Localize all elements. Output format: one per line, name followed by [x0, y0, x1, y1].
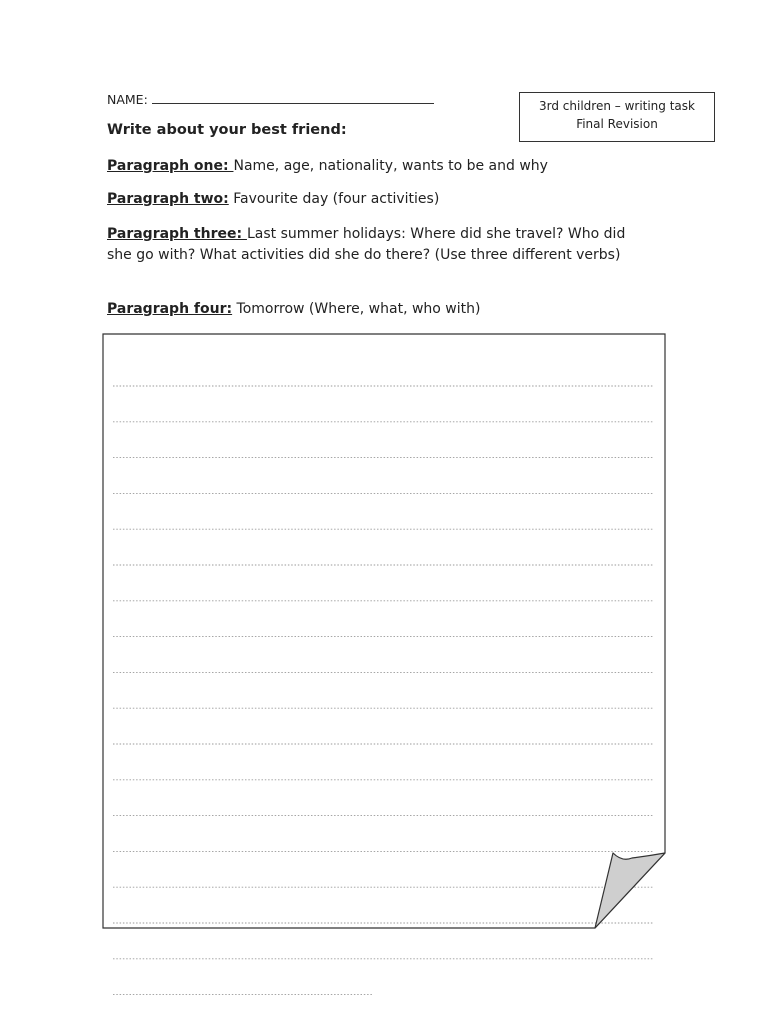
paragraph-text: Tomorrow (Where, what, who with) — [232, 301, 481, 317]
paragraph-label: Paragraph four: — [107, 301, 233, 317]
paragraph-label: Paragraph three: — [107, 226, 247, 242]
name-label: NAME: — [107, 92, 148, 107]
paper-outline — [103, 334, 665, 928]
paragraph-label: Paragraph two: — [107, 191, 229, 207]
task-title: 3rd children – writing task — [539, 99, 695, 113]
paragraph-text: Favourite day (four activities) — [228, 191, 440, 207]
paragraph-text: Name, age, nationality, wants to be and why — [233, 158, 548, 174]
page-heading: Write about your best friend: — [107, 122, 347, 138]
paragraph-text: Last summer holidays: Where did she travel? Who did she go with? What activities did she do there? (Use three different verbs) — [107, 226, 626, 263]
paragraph-label: Paragraph one: — [107, 158, 234, 174]
task-subtitle: Final Revision — [576, 117, 658, 131]
